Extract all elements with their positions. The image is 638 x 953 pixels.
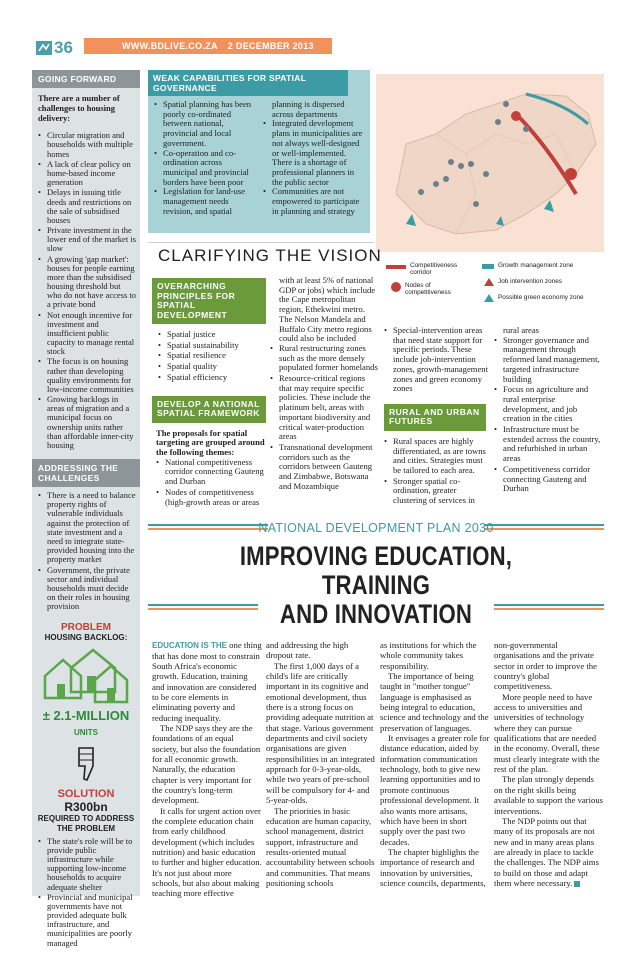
list-item: • Provincial and municipal governments have not provided adequate bulk infrastructure, and municipalities are poorly managed	[38, 893, 136, 948]
vision-title: CLARIFYING THE VISION	[158, 246, 382, 265]
article-col-3	[380, 640, 490, 888]
list-item: • Stronger spatial co-ordination, greater clustering of services in	[384, 477, 490, 506]
page-number-block	[36, 40, 73, 56]
map-legend	[386, 262, 608, 310]
backlog-units: UNITS	[74, 728, 98, 738]
site-url[interactable]: WWW.BDLIVE.CO.ZA	[122, 41, 218, 51]
paragraph: It calls for urgent action over the complete education chain from early childhood development (which includes nutrition) and basic education to further and higher education. It's not just about more schools, but also about making teaching more effective	[152, 805, 262, 899]
principles-list	[152, 324, 266, 388]
list-item: • Nodes of competitiveness (high-growth areas or areas	[156, 488, 266, 507]
paragraph: The priorities in basic education are human capacity, school management, district support, infrastructure and results-oriented mutual accountability between schools and communities. That means positioning schools	[266, 805, 375, 888]
lead-in: EDUCATION IS THE	[152, 641, 227, 650]
backlog-figure	[32, 708, 140, 738]
logo-icon	[36, 41, 52, 55]
paragraph-text: one thing that has done most to constrain South Africa's economic growth. Education, training and innovation are considered to be core elements in eliminating poverty and reducing inequality.	[152, 640, 262, 723]
legend-corridor	[386, 262, 480, 276]
stripe	[148, 604, 258, 606]
list-item: • Competitiveness corridor connecting Gauteng and Durban	[494, 465, 602, 494]
paragraph: The chapter highlights the importance of research and innovation by universities, science councils, departments,	[380, 846, 486, 888]
framework-heading: DEVELOP A NATIONAL SPATIAL FRAMEWORK	[152, 396, 266, 423]
list-item: • The state's role will be to provide public infrastructure while supporting low-income households to acquire adequate shelter	[38, 837, 136, 892]
list-item: • Spatial quality	[158, 362, 266, 372]
vision-list-3	[384, 326, 490, 394]
issue-date: 2 DECEMBER 2013	[227, 41, 314, 51]
rural-heading: RURAL AND URBAN FUTURES	[384, 404, 486, 431]
list-item: • Co-operation and co-ordination across municipal and provincial borders have been poor	[154, 149, 255, 188]
list-item: • Rural spaces are highly differentiated, as are towns and cities. Strategies must be tailored to each area.	[384, 437, 490, 476]
list-item: • There is a need to balance property rights of vulnerable individuals against the protection of state investment and a need to integrate state-provided housing into the property market	[38, 491, 136, 564]
divider	[148, 242, 374, 243]
sidebar	[32, 70, 140, 948]
list-item: • Circular migration and households with multiple homes	[38, 131, 136, 159]
vision-col-2	[270, 276, 378, 492]
list-item: • Spatial sustainability	[158, 341, 266, 351]
list-item: • Focus on agriculture and rural enterprise development, and job creation in the cities	[494, 385, 602, 424]
legend-growth-label: Growth management zone	[498, 262, 574, 269]
addressing-list	[32, 487, 140, 616]
paragraph: and addressing the high dropout rate.	[266, 640, 349, 661]
article-col-1	[152, 640, 262, 899]
green-swatch	[484, 294, 494, 302]
node-swatch	[391, 282, 401, 292]
continued-text: planning is dispersed across departments	[272, 99, 345, 119]
list-item: • The focus is on housing rather than developing quality environments for low-income communities	[38, 357, 136, 394]
thumbs-down-icon	[73, 746, 99, 782]
weak-capabilities-box	[148, 70, 370, 233]
list-item: • Legislation for land-use management needs revision, and spatial	[154, 187, 255, 216]
ndp-label: NATIONAL DEVELOPMENT PLAN 2030	[258, 521, 494, 535]
paragraph	[152, 640, 262, 723]
list-item: • Spatial efficiency	[158, 373, 266, 383]
continued-text: with at least 5% of national GDP or jobs) which include the Cape metropolitan region, Ethekwini metro. The Nelson Mandela and Buffalo City metro regions could also be included	[279, 275, 376, 344]
list-item: • Delays in issuing title deeds and restrictions on the sale of subsidised houses	[38, 188, 136, 225]
list-item: • A lack of clear policy on home-based income generation	[38, 160, 136, 188]
vision-col-3	[384, 326, 490, 507]
legend-job-label: Job intervention zones	[498, 278, 562, 285]
list-item: • Spatial planning has been poorly co-ordinated between national, provincial and local government.	[154, 100, 255, 149]
legend-corridor-label: Competitiveness corridor	[410, 262, 458, 276]
list-item: • Transnational development corridors such as the corridors between Gauteng and Zimbabwe, Botswana and Mozambique	[270, 443, 378, 492]
houses-icon	[41, 646, 131, 706]
list-item: • Communities are not empowered to participate in planning and strategy	[263, 187, 364, 216]
rural-list	[384, 437, 490, 506]
list-item: • A growing 'gap market': houses for people earning more than the subsidised housing threshold but who do not have access to a private bond	[38, 255, 136, 310]
list-item: • Government, the private sector and individual households must decide on their roles in housing provision	[38, 566, 136, 612]
article-col-2	[266, 640, 376, 888]
vision-col-4	[494, 326, 602, 495]
list-item: • Special-intervention areas that need state support for specific periods. These include job-intervention zones, growth-management zones and green economy zones	[384, 326, 490, 394]
header-bar	[84, 38, 332, 54]
south-africa-map	[376, 74, 604, 252]
principles-heading: OVERARCHING PRINCIPLES FOR SPATIAL DEVELOPMENT	[152, 278, 266, 324]
legend-nodes-label: Nodes of competitiveness	[405, 282, 451, 296]
legend-growth	[482, 262, 573, 269]
paragraph: non-governmental organisations and the private sector in order to improve the country's global competitiveness.	[494, 640, 598, 692]
list-item: • Infrastructure must be extended across the country, and refurbished in urban areas	[494, 425, 602, 464]
paragraph: The NDP says they are the foundations of an equal society, but also the foundation for all economic growth. Naturally, the education chapter is very important for the country's long-term development.	[152, 722, 261, 806]
vision-col-1	[152, 278, 266, 508]
framework-intro: The proposals for spatial targeting are grouped around the following themes:	[156, 427, 265, 458]
list-item: • Spatial justice	[158, 330, 266, 340]
growth-swatch	[482, 264, 494, 269]
continued-text: rural areas	[503, 325, 540, 335]
solution-amount: R300bn	[64, 800, 108, 815]
paragraph: More people need to have access to universities and universities of technology where they can pursue qualifications that are needed in the economy. Overall, these must clearly integrate with the rest of the plan.	[494, 691, 600, 775]
map-graphic	[376, 74, 604, 252]
solution-list	[32, 833, 140, 953]
going-forward-intro: There are a number of challenges to housing delivery:	[38, 93, 120, 123]
corridor-swatch	[386, 265, 406, 269]
article-headline	[189, 542, 563, 629]
paragraph: The plan strongly depends on the right skills being available to support the various interventions.	[494, 774, 604, 816]
vision-list-4	[494, 336, 602, 494]
article-col-4	[494, 640, 604, 888]
list-item: • Spatial resilience	[158, 351, 266, 361]
legend-green	[482, 294, 584, 302]
stripe	[494, 608, 604, 610]
list-item: • Stronger governance and management through reformed land management, targeted infrastructure building	[494, 336, 602, 385]
solution-label: SOLUTION	[57, 788, 115, 801]
solution-block	[32, 788, 140, 832]
weak-list-2	[263, 100, 364, 216]
paragraph-text: The NDP points out that many of its proposals are not new and in many areas plans are already in place to tackle the challenges. The NDP aims to build on those and adapt them where necessary.	[494, 815, 599, 888]
list-item: • Resource-critical regions that may require specific policies. These include the platinum belt, areas with important biodiversity and critical water-production areas	[270, 374, 378, 442]
ndp-heading-block	[148, 518, 604, 630]
going-forward-list	[32, 127, 140, 455]
paragraph: The first 1,000 days of a child's life are critically important in its cognitive and emotional development, thus there is a strong focus on providing adequate nutrition at that stage. Various government departments and civil society organisations are given responsibilities in an integrated approach for 0-3-year-olds, while two years of pre-school will be compulsory for 4- and 5-year-olds.	[266, 660, 375, 806]
problem-label: PROBLEM	[61, 622, 111, 634]
backlog-amount: ± 2.1-MILLION	[42, 708, 130, 724]
problem-block	[32, 622, 140, 642]
list-item: • National competitiveness corridor connecting Gauteng and Durban	[156, 458, 266, 487]
weak-list-1	[154, 100, 255, 216]
framework-list	[152, 458, 266, 508]
paragraph: It envisages a greater role for distance education, aided by information communication technology, both to give new learning opportunities and to promote continuous professional development. It also wants more artisans, which have been in short supply over the past two decades.	[380, 733, 490, 847]
headline-line-2: AND INNOVATION	[279, 599, 473, 630]
end-mark-icon	[574, 881, 580, 887]
problem-sub: HOUSING BACKLOG:	[44, 633, 128, 643]
stripe	[148, 608, 258, 610]
solution-sub: REQUIRED TO ADDRESS THE PROBLEM	[37, 814, 135, 833]
vision-list-2	[270, 344, 378, 492]
list-item: • Private investment in the lower end of the market is slow	[38, 226, 136, 254]
list-item: • Integrated development plans in municipalities are not always well-designed or well-implemented. There is a shortage of professional planners in the public sector	[263, 119, 364, 187]
legend-nodes	[386, 282, 475, 296]
going-forward-heading: GOING FORWARD	[32, 70, 140, 88]
list-item: • Rural restructuring zones such as the more densely populated former homelands	[270, 344, 378, 373]
legend-green-label: Possible green economy zone	[498, 294, 584, 301]
weak-capabilities-heading: WEAK CAPABILITIES FOR SPATIAL GOVERNANCE	[148, 70, 348, 96]
job-swatch	[484, 278, 494, 286]
paragraph: The importance of being taught in "mother tongue" language is emphasised as being integral to education, science and technology and the preservation of languages.	[380, 671, 489, 733]
paragraph: as institutions for which the whole community takes responsibility.	[380, 640, 477, 671]
list-item: • Not enough incentive for investment and insufficient public capacity to manage rental stock	[38, 311, 136, 357]
page-number: 36	[54, 38, 73, 57]
paragraph	[494, 816, 604, 888]
stripe	[494, 604, 604, 606]
headline-line-1: IMPROVING EDUCATION, TRAINING	[239, 541, 513, 601]
addressing-heading: ADDRESSING THE CHALLENGES	[32, 459, 140, 487]
legend-job	[482, 278, 562, 286]
list-item: • Growing backlogs in areas of migration and a municipal focus on ownership units rather than affordable inner-city housing	[38, 395, 136, 450]
